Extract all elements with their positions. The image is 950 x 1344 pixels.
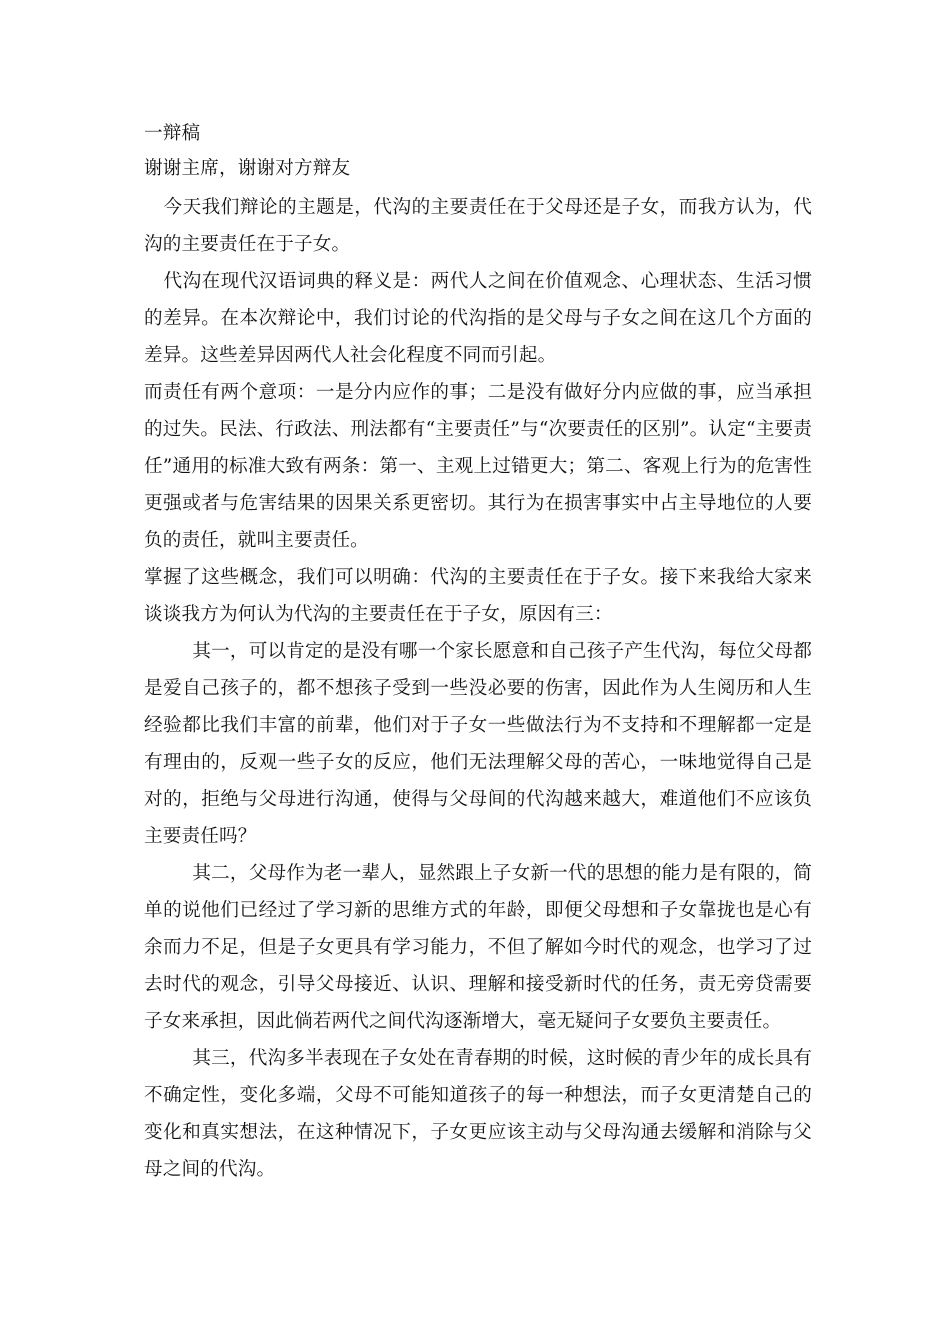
paragraph-definition-gap: 代沟在现代汉语词典的释义是：两代人之间在价值观念、心理状态、生活习惯的差异。在本次辩论中，我们讨论的代沟指的是父母与子女之间在这几个方面的差异。这些差异因两代人社会化程度不同而引起。 bbox=[144, 271, 812, 366]
document-title: 一辩稿 bbox=[144, 123, 201, 144]
paragraph-topic: 今天我们辩论的主题是，代沟的主要责任在于父母还是子女，而我方认为，代沟的主要责任在于子女。 bbox=[144, 197, 812, 255]
paragraph-conclusion-intro: 掌握了这些概念，我们可以明确：代沟的主要责任在于子女。接下来我给大家来谈谈我方为何认为代沟的主要责任在于子女，原因有三： bbox=[144, 567, 812, 625]
paragraph-reason-one: 其一，可以肯定的是没有哪一个家长愿意和自己孩子产生代沟，每位父母都是爱自己孩子的，都不想孩子受到一些没必要的伤害，因此作为人生阅历和人生经验都比我们丰富的前辈，他们对于子女一些做法行为不支持和不理解都一定是有理由的，反观一些子女的反应，他们无法理解父母的苦心，一味地觉得自己是对的，拒绝与父母进行沟通，使得与父母间的代沟越来越大，难道他们不应该负主要责任吗？ bbox=[144, 641, 812, 847]
greeting-line: 谢谢主席，谢谢对方辩友 bbox=[144, 158, 351, 179]
paragraph-definition-responsibility: 而责任有两个意项：一是分内应作的事；二是没有做好分内应做的事，应当承担的过失。民法、行政法、刑法都有“主要责任”与“次要责任的区别”。认定“主要责任”通用的标准大致有两条：第一、主观上过错更大；第二、客观上行为的危害性更强或者与危害结果的因果关系更密切。其行为在损害事实中占主导地位的人要负的责任，就叫主要责任。 bbox=[144, 382, 812, 551]
document-body bbox=[144, 118, 812, 1188]
paragraph-reason-three: 其三，代沟多半表现在子女处在青春期的时候，这时候的青少年的成长具有不确定性，变化多端，父母不可能知道孩子的每一种想法，而子女更清楚自己的变化和真实想法，在这种情况下，子女更应该主动与父母沟通去缓解和消除与父母之间的代沟。 bbox=[144, 1048, 812, 1180]
paragraph-reason-two: 其二，父母作为老一辈人，显然跟上子女新一代的思想的能力是有限的，简单的说他们已经过了学习新的思维方式的年龄，即便父母想和子女靠拢也是心有余而力不足，但是子女更具有学习能力，不但了解如今时代的观念，也学习了过去时代的观念，引导父母接近、认识、理解和接受新时代的任务，责无旁贷需要子女来承担，因此倘若两代之间代沟逐渐增大，毫无疑问子女要负主要责任。 bbox=[144, 863, 812, 1032]
